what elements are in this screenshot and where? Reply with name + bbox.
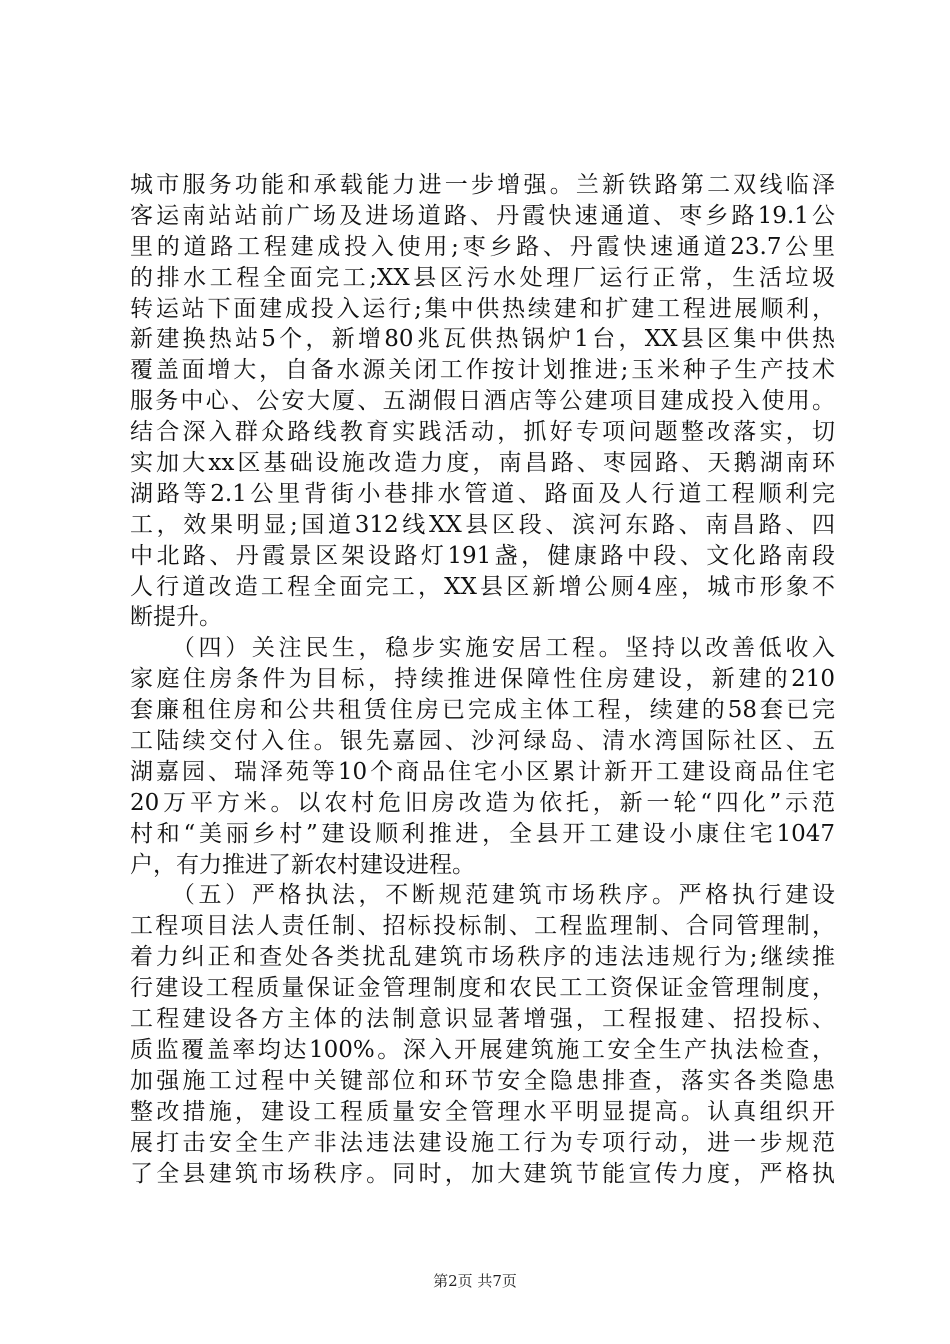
text-line: 户，有力推进了新农村建设进程。: [130, 851, 475, 878]
text-line: 加强施工过程中关键部位和环节安全隐患排查，落实各类隐患: [130, 1067, 835, 1094]
text-line: 人行道改造工程全面完工，XX县区新增公厕4座，城市形象不: [130, 573, 835, 600]
text-line: 服务中心、公安大厦、五湖假日酒店等公建项目建成投入使用。: [130, 388, 835, 415]
text-line: 工程项目法人责任制、招标投标制、工程监理制、合同管理制，: [130, 913, 835, 940]
text-line: 展打击安全生产非法违法建设施工行为专项行动，进一步规范: [130, 1129, 835, 1156]
text-line: 套廉租住房和公共租赁住房已完成主体工程，续建的58套已完: [130, 697, 835, 724]
text-line: 20万平方米。以农村危旧房改造为依托，新一轮“四化”示范: [130, 789, 835, 816]
text-line: 工陆续交付入住。银先嘉园、沙河绿岛、清水湾国际社区、五: [130, 728, 835, 755]
text-line: 城市服务功能和承载能力进一步增强。兰新铁路第二双线临泽: [130, 172, 835, 198]
text-line: 整改措施，建设工程质量安全管理水平明显提高。认真组织开: [130, 1098, 835, 1125]
text-line: 实加大xx区基础设施改造力度，南昌路、枣园路、天鹅湖南环: [130, 450, 835, 477]
text-line: （五）严格执法，不断规范建筑市场秩序。严格执行建设: [130, 882, 835, 909]
text-line: 家庭住房条件为目标，持续推进保障性住房建设，新建的210: [130, 666, 835, 693]
text-line: 了全县建筑市场秩序。同时，加大建筑节能宣传力度，严格执: [130, 1160, 835, 1187]
text-line: 覆盖面增大，自备水源关闭工作按计划推进;玉米种子生产技术: [130, 357, 835, 384]
text-line: 客运南站站前广场及进场道路、丹霞快速通道、枣乡路19.1公: [130, 202, 835, 229]
text-line: 工程建设各方主体的法制意识显著增强，工程报建、招投标、: [130, 1006, 835, 1033]
text-line: 转运站下面建成投入运行;集中供热续建和扩建工程进展顺利，: [130, 295, 835, 322]
text-line: 中北路、丹霞景区架设路灯191盏，健康路中段、文化路南段: [130, 542, 835, 569]
text-line: 村和“美丽乡村”建设顺利推进，全县开工建设小康住宅1047: [130, 820, 835, 847]
text-line: 结合深入群众路线教育实践活动，抓好专项问题整改落实，切: [130, 419, 835, 446]
text-line: 里的道路工程建成投入使用;枣乡路、丹霞快速通道23.7公里: [130, 233, 835, 260]
text-line: 湖嘉园、瑞泽苑等10个商品住宅小区累计新开工建设商品住宅: [130, 758, 835, 785]
text-line: 新建换热站5个，新增80兆瓦供热锅炉1台，XX县区集中供热: [130, 326, 835, 353]
text-line: 行建设工程质量保证金管理制度和农民工工资保证金管理制度，: [130, 975, 835, 1002]
text-line: 的排水工程全面完工;XX县区污水处理厂运行正常，生活垃圾: [130, 264, 835, 291]
body-text: [130, 170, 835, 1189]
text-line: 质监覆盖率均达100%。深入开展建筑施工安全生产执法检查，: [130, 1036, 835, 1063]
text-line: 湖路等2.1公里背街小巷排水管道、路面及人行道工程顺利完: [130, 480, 835, 507]
text-line: 工，效果明显;国道312线XX县区段、滨河东路、南昌路、四: [130, 511, 835, 538]
text-line: 着力纠正和查处各类扰乱建筑市场秩序的违法违规行为;继续推: [130, 944, 835, 971]
text-line: （四）关注民生，稳步实施安居工程。坚持以改善低收入: [130, 635, 835, 662]
text-line: 断提升。: [130, 604, 222, 631]
page-number-footer: 第2页 共7页: [433, 1272, 517, 1290]
